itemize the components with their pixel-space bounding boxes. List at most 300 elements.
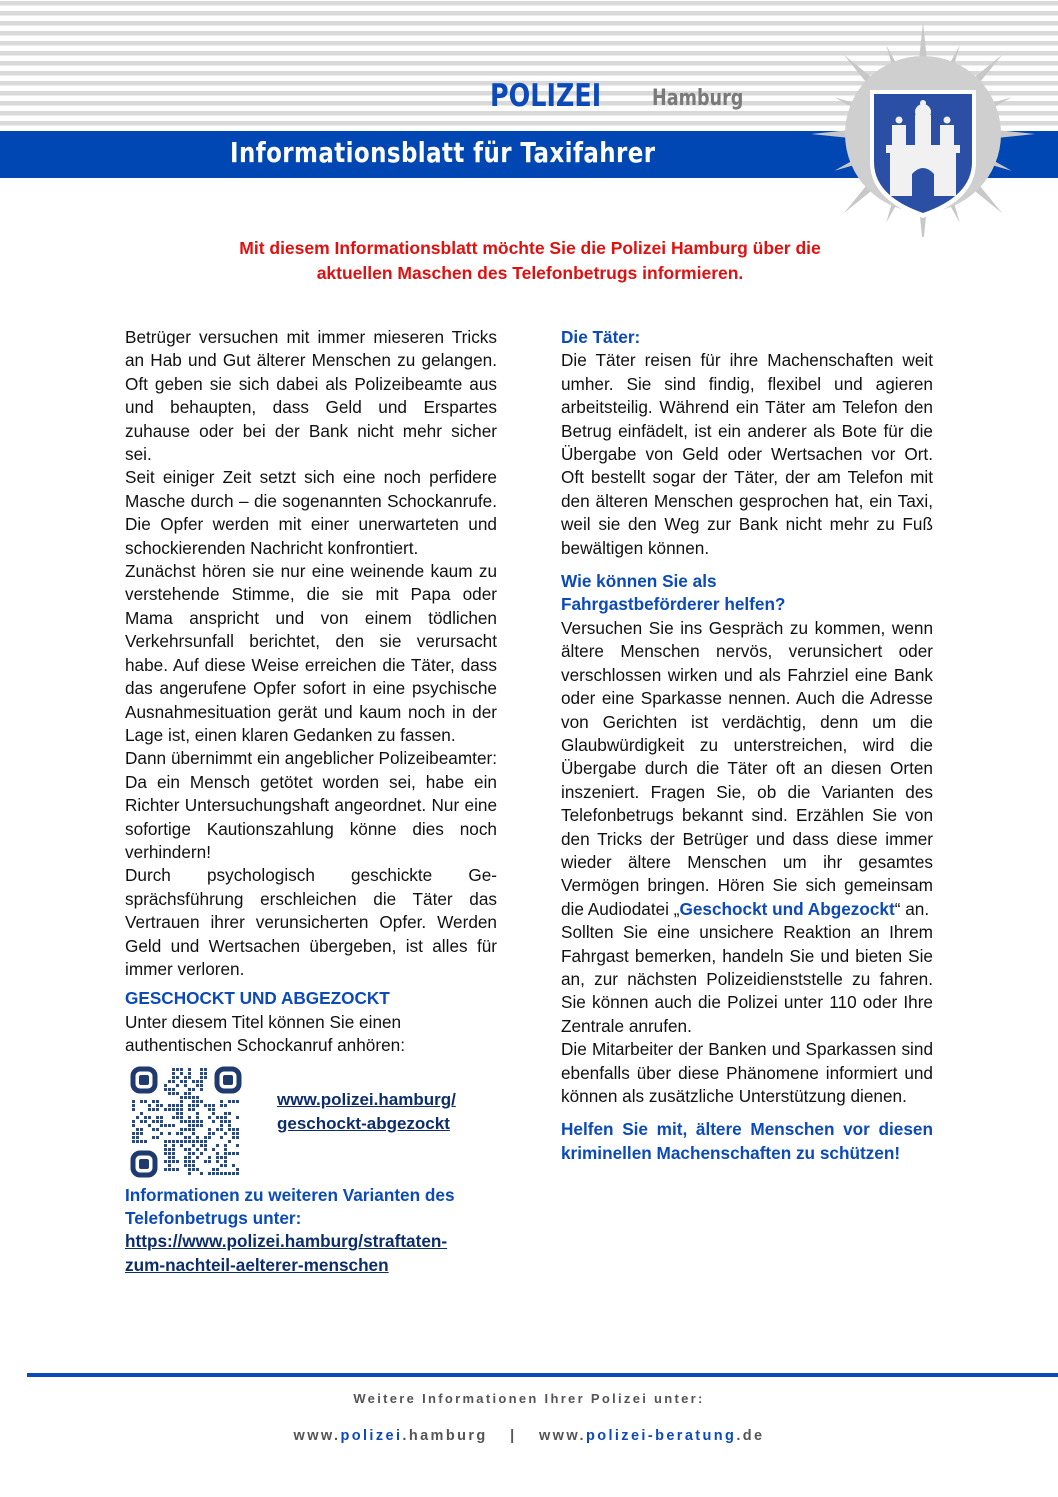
qr-module bbox=[176, 1132, 179, 1135]
qr-module bbox=[208, 1116, 211, 1119]
qr-module bbox=[164, 1160, 167, 1163]
qr-module bbox=[232, 1164, 235, 1167]
qr-module bbox=[220, 1136, 223, 1139]
qr-module bbox=[164, 1084, 167, 1087]
paragraph: Betrüger versuchen mit immer mieseren Tricks an Hab und Gut älterer Menschen zu gelangen. Oft geben sie sich dabei als Polizeibeamte aus und behaupten, dass Geld und Erspartes zuhause oder bei der Bank nicht mehr sicher sei. bbox=[125, 327, 497, 465]
qr-module bbox=[228, 1140, 231, 1143]
qr-module bbox=[180, 1080, 183, 1083]
qr-module bbox=[196, 1112, 199, 1115]
qr-module bbox=[156, 1100, 159, 1103]
qr-module bbox=[136, 1140, 139, 1143]
qr-module bbox=[208, 1104, 211, 1107]
qr-module bbox=[200, 1144, 203, 1147]
qr-module bbox=[148, 1124, 151, 1127]
qr-module bbox=[228, 1128, 231, 1131]
link-brand: polizei bbox=[340, 1428, 403, 1444]
qr-module bbox=[176, 1108, 179, 1111]
qr-module bbox=[224, 1112, 227, 1115]
brand-main: POLIZEI bbox=[490, 78, 602, 114]
qr-module bbox=[224, 1116, 227, 1119]
help-text-after: “ an. bbox=[894, 898, 930, 919]
qr-module bbox=[188, 1136, 191, 1139]
qr-module bbox=[152, 1128, 155, 1131]
qr-module bbox=[236, 1132, 239, 1135]
intro-line-1: Mit diesem Informationsblatt möchte Sie die Polizei Hamburg über die bbox=[239, 238, 821, 258]
qr-module bbox=[220, 1104, 223, 1107]
police-star-icon bbox=[808, 22, 1038, 237]
qr-module bbox=[160, 1124, 163, 1127]
qr-module bbox=[200, 1084, 203, 1087]
qr-module bbox=[164, 1168, 167, 1171]
qr-module bbox=[168, 1152, 171, 1155]
qr-module bbox=[184, 1080, 187, 1083]
help-heading-line-2: Fahrgastbeförderer helfen? bbox=[561, 594, 786, 615]
qr-module bbox=[236, 1116, 239, 1119]
audio-title-highlight: Geschockt und Abgezockt bbox=[679, 898, 895, 919]
qr-module bbox=[148, 1116, 151, 1119]
qr-module bbox=[220, 1120, 223, 1123]
qr-module bbox=[200, 1068, 203, 1071]
qr-module bbox=[200, 1080, 203, 1083]
qr-module bbox=[168, 1156, 171, 1159]
qr-module bbox=[192, 1124, 195, 1127]
qr-module bbox=[180, 1072, 183, 1075]
qr-module bbox=[140, 1120, 143, 1123]
intro-text bbox=[130, 236, 930, 286]
qr-module bbox=[160, 1104, 163, 1107]
qr-link-line-1[interactable]: www.polizei.hamburg/ bbox=[277, 1089, 456, 1109]
intro-line-2: aktuellen Maschen des Telefonbetrugs informieren. bbox=[316, 263, 744, 283]
qr-module bbox=[188, 1108, 191, 1111]
qr-module bbox=[200, 1088, 203, 1091]
qr-module bbox=[188, 1120, 191, 1123]
qr-module bbox=[160, 1116, 163, 1119]
link-prefix: www. bbox=[539, 1428, 586, 1444]
more-info-link-line-2[interactable]: zum-nachteil-aelterer-menschen bbox=[125, 1254, 389, 1275]
qr-module bbox=[200, 1072, 203, 1075]
qr-module bbox=[196, 1100, 199, 1103]
qr-module bbox=[216, 1128, 219, 1131]
qr-module bbox=[172, 1104, 175, 1107]
qr-module bbox=[232, 1128, 235, 1131]
qr-module bbox=[196, 1124, 199, 1127]
qr-module bbox=[132, 1124, 135, 1127]
closing-appeal: Helfen Sie mit, ältere Menschen vor diesen kriminellen Machenschaften zu schützen! bbox=[561, 1119, 933, 1163]
perpetrators-text: Die Täter reisen für ihre Machenschaften weit umher. Sie sind findig, flexibel und agieren arbeitsteilig. Während ein Täter am Telefon den Betrug einfädelt, ist ein anderer als Bote für die Übergabe von Geld oder Wertsachen vor Ort. Oft bestellt sogar der Täter, der am Telefon mit den älteren Menschen gesprochen hat, ein Taxi, weil sie den Weg zur Bank nicht mehr zu Fuß bewältigen können. bbox=[561, 350, 933, 558]
qr-module bbox=[180, 1128, 183, 1131]
left-column bbox=[125, 326, 497, 1277]
qr-module bbox=[232, 1152, 235, 1155]
qr-module bbox=[196, 1084, 199, 1087]
qr-module bbox=[132, 1100, 135, 1103]
qr-module bbox=[152, 1100, 155, 1103]
qr-module bbox=[132, 1132, 135, 1135]
qr-module bbox=[180, 1108, 183, 1111]
qr-module bbox=[212, 1112, 215, 1115]
qr-module bbox=[172, 1152, 175, 1155]
qr-module bbox=[228, 1100, 231, 1103]
qr-module bbox=[192, 1140, 195, 1143]
qr-module bbox=[236, 1168, 239, 1171]
qr-module bbox=[148, 1108, 151, 1111]
qr-module bbox=[196, 1096, 199, 1099]
qr-module bbox=[152, 1136, 155, 1139]
qr-module bbox=[176, 1068, 179, 1071]
perpetrators-heading: Die Täter: bbox=[561, 327, 641, 347]
qr-module bbox=[184, 1136, 187, 1139]
qr-module bbox=[216, 1116, 219, 1119]
qr-module bbox=[208, 1132, 211, 1135]
qr-module bbox=[188, 1124, 191, 1127]
paragraph: Zunächst hören sie nur eine weinende kaum zu verstehende Stimme, die sie mit Papa oder Mama anspricht und von einem tödlichen Verkehrsunfall berichtet, den sie verursacht habe. Auf diese Weise erreichen die Täter, dass das angerufene Opfer sofort in eine psychische Ausnahmesituation gerät und kaum noch in der Lage ist, einen klaren Gedanken zu fassen. bbox=[125, 561, 497, 745]
help-heading bbox=[561, 570, 933, 617]
qr-module bbox=[172, 1116, 175, 1119]
qr-module bbox=[200, 1120, 203, 1123]
footer-link-polizei-beratung[interactable] bbox=[539, 1428, 764, 1444]
qr-module bbox=[224, 1148, 227, 1151]
qr-module bbox=[172, 1168, 175, 1171]
qr-module bbox=[212, 1104, 215, 1107]
qr-module bbox=[152, 1120, 155, 1123]
qr-module bbox=[192, 1160, 195, 1163]
footer-note: Weitere Informationen Ihrer Polizei unter: bbox=[353, 1391, 705, 1406]
qr-module bbox=[192, 1100, 195, 1103]
help-text bbox=[561, 617, 933, 921]
qr-module bbox=[204, 1104, 207, 1107]
qr-module bbox=[144, 1100, 147, 1103]
qr-module bbox=[208, 1156, 211, 1159]
footer-separator: | bbox=[510, 1428, 517, 1444]
qr-module bbox=[168, 1088, 171, 1091]
paragraph: Dann übernimmt ein angeblicher Polizeibeamter: Da ein Mensch getötet worden sei, habe ein Richter Untersuchungshaft angeordnet. Nur eine sofortige Kautionszahlung könne dies noch verhindern! bbox=[125, 748, 497, 862]
qr-module bbox=[200, 1076, 203, 1079]
qr-module bbox=[196, 1168, 199, 1171]
qr-module bbox=[156, 1128, 159, 1131]
qr-module bbox=[132, 1108, 135, 1111]
qr-module bbox=[236, 1152, 239, 1155]
qr-module bbox=[192, 1164, 195, 1167]
qr-module bbox=[196, 1116, 199, 1119]
qr-module bbox=[176, 1076, 179, 1079]
qr-module bbox=[196, 1120, 199, 1123]
qr-module bbox=[184, 1128, 187, 1131]
qr-module bbox=[200, 1140, 203, 1143]
qr-module bbox=[188, 1088, 191, 1091]
qr-module bbox=[132, 1136, 135, 1139]
qr-module bbox=[168, 1140, 171, 1143]
right-column bbox=[561, 326, 933, 1165]
qr-module bbox=[224, 1132, 227, 1135]
qr-module bbox=[160, 1120, 163, 1123]
reaction-text: Sollten Sie eine unsichere Reaktion an Ihrem Fahrgast bemerken, handeln Sie und bieten Sie an, zur nächsten Polizeidienststelle zu fahren. Sie können auch die Polizei unter 110 oder Ihre Zentrale anrufen. bbox=[561, 922, 933, 1036]
qr-module bbox=[196, 1104, 199, 1107]
qr-module bbox=[216, 1168, 219, 1171]
qr-module bbox=[192, 1080, 195, 1083]
qr-module bbox=[172, 1144, 175, 1147]
qr-module bbox=[180, 1112, 183, 1115]
qr-module bbox=[180, 1096, 183, 1099]
qr-module bbox=[232, 1136, 235, 1139]
qr-module bbox=[224, 1160, 227, 1163]
brand-logo bbox=[490, 78, 744, 114]
qr-module bbox=[136, 1116, 139, 1119]
qr-module bbox=[192, 1152, 195, 1155]
qr-module bbox=[180, 1116, 183, 1119]
qr-module bbox=[236, 1100, 239, 1103]
qr-module bbox=[148, 1104, 151, 1107]
qr-module bbox=[184, 1140, 187, 1143]
qr-module bbox=[220, 1164, 223, 1167]
qr-module bbox=[192, 1104, 195, 1107]
qr-module bbox=[180, 1104, 183, 1107]
qr-module bbox=[172, 1092, 175, 1095]
qr-module bbox=[160, 1132, 163, 1135]
qr-module bbox=[140, 1128, 143, 1131]
qr-module bbox=[188, 1076, 191, 1079]
qr-module bbox=[180, 1132, 183, 1135]
qr-module bbox=[220, 1116, 223, 1119]
qr-module bbox=[228, 1112, 231, 1115]
audio-text: Unter diesem Titel können Sie einen authentischen Schockanruf anhören: bbox=[125, 1011, 405, 1056]
qr-module bbox=[216, 1160, 219, 1163]
qr-module bbox=[236, 1172, 239, 1175]
qr-module bbox=[204, 1148, 207, 1151]
document-title: Informationsblatt für Taxifahrer bbox=[230, 136, 656, 169]
qr-module bbox=[144, 1120, 147, 1123]
qr-module bbox=[216, 1172, 219, 1175]
qr-module bbox=[172, 1156, 175, 1159]
qr-module bbox=[224, 1104, 227, 1107]
link-prefix: www. bbox=[293, 1428, 341, 1444]
qr-module bbox=[140, 1132, 143, 1135]
qr-module bbox=[164, 1088, 167, 1091]
qr-module bbox=[224, 1144, 227, 1147]
footer-divider bbox=[27, 1373, 1058, 1377]
qr-module bbox=[196, 1148, 199, 1151]
more-info-heading: Informationen zu weiteren Varianten des Telefonbetrugs unter: bbox=[125, 1184, 455, 1228]
link-suffix: .hamburg bbox=[402, 1428, 488, 1444]
qr-module bbox=[184, 1148, 187, 1151]
qr-module bbox=[220, 1128, 223, 1131]
qr-module bbox=[228, 1152, 231, 1155]
paragraph: Durch psychologisch geschickte Gesprächsführung erschleichen die Täter das Vertrauen ihrer verunsicherten Opfer. Werden Geld und Wertsachen übergeben, ist alles für immer verloren. bbox=[125, 865, 497, 979]
qr-module bbox=[140, 1140, 143, 1143]
qr-module bbox=[176, 1084, 179, 1087]
qr-module bbox=[164, 1144, 167, 1147]
qr-module bbox=[192, 1108, 195, 1111]
qr-module bbox=[216, 1144, 219, 1147]
qr-module bbox=[188, 1128, 191, 1131]
qr-module bbox=[208, 1128, 211, 1131]
qr-module bbox=[188, 1148, 191, 1151]
qr-module bbox=[204, 1140, 207, 1143]
qr-module bbox=[184, 1164, 187, 1167]
qr-module bbox=[176, 1168, 179, 1171]
qr-module bbox=[228, 1124, 231, 1127]
qr-module bbox=[172, 1108, 175, 1111]
qr-code-icon[interactable] bbox=[130, 1066, 242, 1178]
qr-module bbox=[212, 1132, 215, 1135]
more-info-link-line-1[interactable]: https://www.polizei.hamburg/straftaten- bbox=[125, 1231, 448, 1252]
qr-module bbox=[168, 1168, 171, 1171]
qr-module bbox=[168, 1108, 171, 1111]
qr-module bbox=[196, 1156, 199, 1159]
qr-module bbox=[192, 1120, 195, 1123]
qr-module bbox=[180, 1100, 183, 1103]
banks-text: Die Mitarbeiter der Banken und Sparkassen sind ebenfalls über diese Phänomene informiert und können als zusätzliche Unterstützung dienen. bbox=[561, 1039, 933, 1106]
qr-module bbox=[164, 1140, 167, 1143]
qr-module bbox=[168, 1148, 171, 1151]
qr-module bbox=[224, 1156, 227, 1159]
qr-module bbox=[188, 1160, 191, 1163]
qr-module bbox=[192, 1132, 195, 1135]
qr-module bbox=[172, 1080, 175, 1083]
help-text-before: Versuchen Sie ins Gespräch zu kommen, wenn ältere Menschen nervös, verunsichert oder verschlossen wirken und als Fahrziel eine Bank oder eine Sparkasse nennen. Auch die Adresse von Gerichten ist verdächtig, denn um die Glaubwürdigkeit zu unterstreichen, wird die Übergabe durch die Täter oft an diesen Orten inszeniert. Fragen Sie, ob die Varianten des Telefonbetrugs bekannt sind. Erzählen Sie von den Tricks der Betrüger und dass diese immer wieder ältere Menschen um ihr gesamtes Vermögen bringen. Hören Sie sich gemeinsam die Audiodatei „ bbox=[561, 617, 933, 919]
qr-module bbox=[168, 1080, 171, 1083]
qr-module bbox=[180, 1120, 183, 1123]
qr-module bbox=[224, 1164, 227, 1167]
qr-link[interactable] bbox=[277, 1088, 456, 1136]
qr-module bbox=[156, 1104, 159, 1107]
qr-module bbox=[228, 1172, 231, 1175]
qr-module bbox=[212, 1172, 215, 1175]
qr-module bbox=[140, 1100, 143, 1103]
qr-module bbox=[204, 1068, 207, 1071]
qr-module bbox=[184, 1156, 187, 1159]
qr-module bbox=[144, 1140, 147, 1143]
more-info-link[interactable] bbox=[125, 1230, 497, 1277]
qr-module bbox=[172, 1140, 175, 1143]
qr-module bbox=[196, 1140, 199, 1143]
qr-module bbox=[172, 1160, 175, 1163]
qr-module bbox=[168, 1104, 171, 1107]
qr-module bbox=[152, 1108, 155, 1111]
qr-module bbox=[212, 1148, 215, 1151]
qr-module bbox=[188, 1172, 191, 1175]
qr-module bbox=[188, 1140, 191, 1143]
qr-module bbox=[184, 1120, 187, 1123]
qr-module bbox=[180, 1068, 183, 1071]
qr-module bbox=[176, 1116, 179, 1119]
link-brand: polizei-beratung bbox=[585, 1428, 737, 1444]
qr-module bbox=[168, 1160, 171, 1163]
qr-module bbox=[164, 1124, 167, 1127]
qr-module bbox=[208, 1136, 211, 1139]
qr-module bbox=[172, 1072, 175, 1075]
qr-module bbox=[192, 1144, 195, 1147]
qr-module bbox=[188, 1096, 191, 1099]
qr-module bbox=[172, 1088, 175, 1091]
qr-module bbox=[188, 1072, 191, 1075]
qr-module bbox=[168, 1132, 171, 1135]
qr-module bbox=[144, 1116, 147, 1119]
qr-module bbox=[228, 1120, 231, 1123]
qr-module bbox=[164, 1148, 167, 1151]
qr-module bbox=[188, 1116, 191, 1119]
qr-module bbox=[132, 1104, 135, 1107]
qr-module bbox=[176, 1160, 179, 1163]
qr-module bbox=[220, 1124, 223, 1127]
qr-module bbox=[176, 1140, 179, 1143]
qr-module bbox=[136, 1132, 139, 1135]
qr-module bbox=[168, 1124, 171, 1127]
qr-module bbox=[208, 1172, 211, 1175]
qr-module bbox=[224, 1120, 227, 1123]
qr-module bbox=[132, 1140, 135, 1143]
footer-links bbox=[0, 1428, 1058, 1444]
qr-module bbox=[204, 1136, 207, 1139]
help-heading-line-1: Wie können Sie als bbox=[561, 571, 717, 592]
qr-module bbox=[196, 1136, 199, 1139]
qr-module bbox=[184, 1160, 187, 1163]
qr-module bbox=[192, 1128, 195, 1131]
audio-heading: GESCHOCKT UND ABGEZOCKT bbox=[125, 988, 390, 1009]
qr-module bbox=[180, 1144, 183, 1147]
qr-module bbox=[136, 1136, 139, 1139]
qr-module bbox=[192, 1088, 195, 1091]
qr-module bbox=[156, 1136, 159, 1139]
qr-module bbox=[204, 1144, 207, 1147]
qr-module bbox=[140, 1112, 143, 1115]
qr-module bbox=[220, 1156, 223, 1159]
qr-module bbox=[164, 1108, 167, 1111]
qr-module bbox=[200, 1152, 203, 1155]
qr-module bbox=[188, 1068, 191, 1071]
qr-module bbox=[156, 1120, 159, 1123]
qr-module bbox=[232, 1172, 235, 1175]
qr-module bbox=[224, 1152, 227, 1155]
qr-module bbox=[168, 1092, 171, 1095]
qr-module bbox=[236, 1144, 239, 1147]
qr-module bbox=[212, 1168, 215, 1171]
footer-link-polizei-hamburg[interactable] bbox=[294, 1428, 488, 1444]
qr-link-line-2[interactable]: geschockt-abgezockt bbox=[277, 1113, 450, 1133]
link-suffix: .de bbox=[736, 1428, 765, 1444]
qr-module bbox=[216, 1152, 219, 1155]
qr-module bbox=[188, 1164, 191, 1167]
qr-module bbox=[176, 1112, 179, 1115]
qr-module bbox=[172, 1124, 175, 1127]
qr-module bbox=[204, 1160, 207, 1163]
qr-module bbox=[200, 1124, 203, 1127]
qr-module bbox=[172, 1076, 175, 1079]
qr-module bbox=[212, 1108, 215, 1111]
qr-module bbox=[216, 1156, 219, 1159]
qr-module bbox=[184, 1096, 187, 1099]
qr-module bbox=[236, 1136, 239, 1139]
qr-module bbox=[236, 1128, 239, 1131]
qr-module bbox=[176, 1092, 179, 1095]
qr-module bbox=[200, 1172, 203, 1175]
brand-sub: Hamburg bbox=[652, 86, 744, 111]
qr-module bbox=[204, 1076, 207, 1079]
qr-module bbox=[164, 1152, 167, 1155]
qr-module bbox=[188, 1168, 191, 1171]
qr-module bbox=[188, 1156, 191, 1159]
qr-module bbox=[156, 1116, 159, 1119]
qr-module bbox=[220, 1100, 223, 1103]
qr-module bbox=[184, 1084, 187, 1087]
qr-module bbox=[188, 1092, 191, 1095]
qr-module bbox=[220, 1172, 223, 1175]
qr-module bbox=[184, 1092, 187, 1095]
qr-module bbox=[176, 1104, 179, 1107]
paragraph: Seit einiger Zeit setzt sich eine noch perfidere Masche durch – die sogenannten Schockanrufe. Die Opfer werden mit einer unerwarteten und schockierenden Nachricht konfrontiert. bbox=[125, 467, 497, 558]
qr-module bbox=[204, 1072, 207, 1075]
qr-module bbox=[172, 1068, 175, 1071]
qr-module bbox=[172, 1148, 175, 1151]
qr-module bbox=[184, 1076, 187, 1079]
